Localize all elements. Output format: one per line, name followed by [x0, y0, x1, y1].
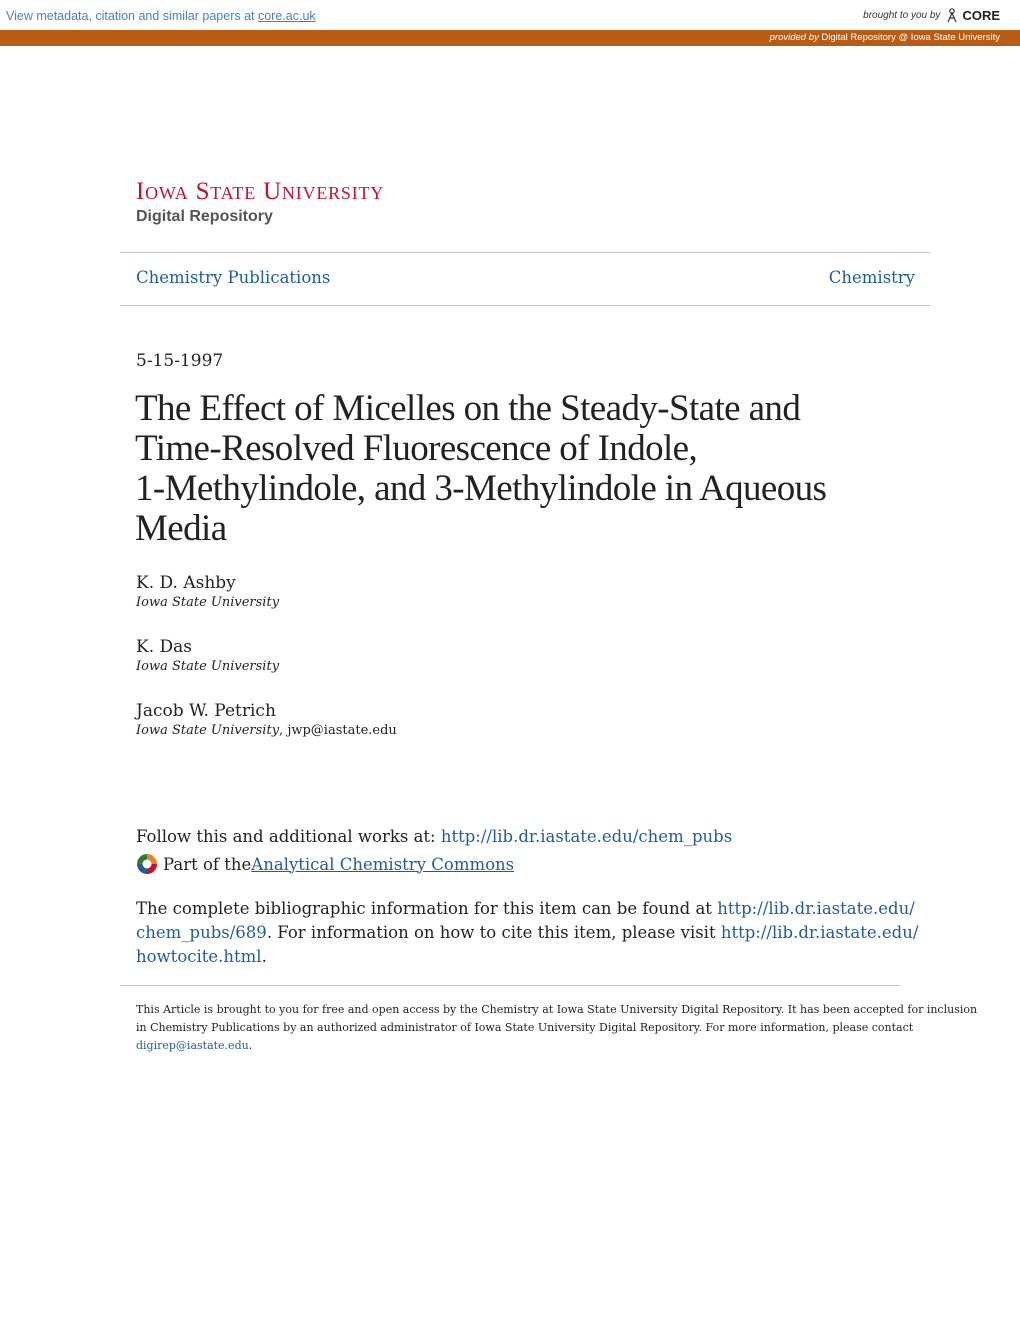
biblio-text: The complete bibliographic information for this item can be found at	[136, 899, 718, 918]
author-name[interactable]: K. D. Ashby	[136, 573, 236, 593]
notice-line: in Chemistry Publications by an authorized administrator of Iowa State University Digital Repository. For more information, please contact	[136, 1021, 914, 1034]
provided-source[interactable]: Digital Repository @ Iowa State University	[818, 32, 1000, 43]
follow-label: Follow this and additional works at:	[136, 827, 441, 846]
biblio-line	[136, 945, 896, 969]
university-name: Iowa State University	[136, 178, 385, 205]
breadcrumb-department-link[interactable]: Chemistry	[828, 268, 915, 287]
title-line: Time-Resolved Fluorescence of Indole,	[135, 428, 698, 469]
breadcrumb-top-divider	[120, 252, 930, 253]
item-link[interactable]: chem_pubs/689	[136, 923, 267, 942]
biblio-text: .	[261, 947, 267, 966]
affiliation-separator: ,	[279, 723, 288, 738]
isu-digital-repository-logo[interactable]	[136, 178, 384, 226]
core-metadata-text: View metadata, citation and similar papers at	[6, 9, 258, 23]
breadcrumb-bottom-divider	[120, 305, 930, 306]
commons-link[interactable]: Analytical Chemistry Commons	[251, 854, 515, 874]
provided-by-label: provided by	[769, 32, 819, 43]
contact-email-link[interactable]: digirep@iastate.edu	[136, 1039, 249, 1052]
notice-divider	[120, 985, 900, 986]
author-affiliation: Iowa State University	[136, 659, 280, 674]
core-provided-bar	[0, 30, 1020, 46]
follow-link[interactable]: http://lib.dr.iastate.edu/chem_pubs	[440, 827, 733, 846]
cite-link[interactable]: http://lib.dr.iastate.edu/	[720, 923, 919, 942]
core-header	[0, 0, 1020, 30]
part-of-line	[136, 853, 514, 875]
author-email[interactable]: jwp@iastate.edu	[287, 723, 397, 738]
author-block	[136, 572, 279, 612]
author-affiliation-line	[136, 722, 397, 740]
core-logo-icon	[945, 7, 959, 23]
follow-line	[136, 827, 732, 846]
access-notice	[136, 1001, 978, 1055]
biblio-line	[136, 921, 919, 945]
author-affiliation: Iowa State University	[136, 723, 280, 738]
article-title	[135, 389, 895, 549]
author-name[interactable]: Jacob W. Petrich	[136, 701, 276, 721]
core-label: CORE	[962, 7, 1000, 23]
cite-link[interactable]: howtocite.html	[136, 947, 262, 966]
core-branding	[863, 7, 1000, 23]
author-block	[136, 700, 397, 740]
author-affiliation: Iowa State University	[136, 595, 280, 610]
title-line: Media	[135, 508, 227, 549]
notice-line: This Article is brought to you for free and open access by the Chemistry at Iowa State University Digital Repository. It has been accepted for inclusion	[136, 1003, 978, 1016]
core-link[interactable]: core.ac.uk	[257, 9, 316, 23]
notice-end: .	[248, 1039, 253, 1052]
title-line: 1-Methylindole, and 3-Methylindole in Aqueous	[135, 468, 827, 509]
repository-name: Digital Repository	[136, 208, 273, 225]
notice-line	[136, 1037, 896, 1055]
author-block	[136, 636, 279, 676]
bibliographic-info	[136, 897, 919, 969]
part-of-label: Part of the	[163, 854, 252, 874]
author-name[interactable]: K. Das	[136, 637, 192, 657]
provided-by-text	[770, 32, 1000, 43]
bepress-commons-icon	[136, 853, 158, 875]
biblio-text: . For information on how to cite this item, please visit	[266, 923, 721, 942]
item-link[interactable]: http://lib.dr.iastate.edu/	[717, 899, 915, 918]
brought-to-you-text: brought to you by	[863, 9, 941, 21]
core-metadata-link[interactable]	[6, 9, 316, 23]
breadcrumb-collection-link[interactable]: Chemistry Publications	[136, 268, 331, 287]
title-line: The Effect of Micelles on the Steady-State and	[135, 388, 801, 429]
publication-date: 5-15-1997	[136, 351, 224, 371]
biblio-line	[136, 897, 915, 921]
